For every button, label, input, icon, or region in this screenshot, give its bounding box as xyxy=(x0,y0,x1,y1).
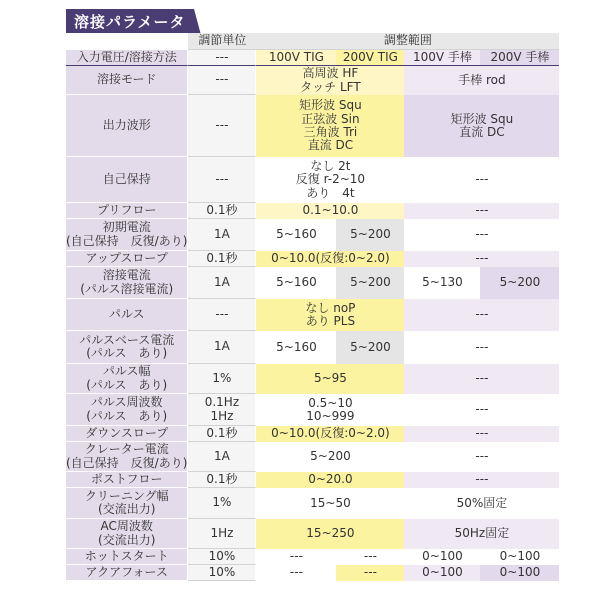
tig-cleaning-width: 15~50 xyxy=(256,488,404,519)
initial-current-100v-tig: 5~160 xyxy=(256,219,336,251)
stick-cleaning-width: 50%固定 xyxy=(404,488,559,519)
label-upslope: アップスロープ xyxy=(66,251,188,267)
row-preflow xyxy=(66,203,559,219)
stick-pulse-base: --- xyxy=(404,331,559,364)
unit-pulse: --- xyxy=(188,299,256,331)
unit-arc-force: 10% xyxy=(188,565,256,581)
input-method-unit: --- xyxy=(188,50,256,66)
initial-current-200v-tig: 5~200 xyxy=(336,219,404,251)
row-waveform xyxy=(66,95,559,157)
header-blank xyxy=(66,33,188,50)
label-ac-frequency xyxy=(66,519,188,549)
pulse-base-100v-tig: 5~160 xyxy=(256,331,336,364)
label-pulse-width-line: パルス幅 xyxy=(102,364,151,379)
tig-weld-mode-line: タッチ LFT xyxy=(300,79,361,94)
row-weld-mode xyxy=(66,66,559,95)
tig-weld-mode-line: 高周波 HF xyxy=(302,66,359,81)
row-cleaning-width xyxy=(66,488,559,519)
label-pulse-base-line: (パルス あり) xyxy=(86,346,168,360)
unit-preflow: 0.1秒 xyxy=(188,203,256,219)
label-weld-current-line: 溶接電流 xyxy=(102,268,151,283)
tig-self-hold-line: なし 2t xyxy=(310,158,351,173)
label-pulse-frequency xyxy=(66,394,188,426)
stick-postflow: --- xyxy=(404,472,559,488)
weld-current-100v-tig: 5~160 xyxy=(256,267,336,299)
row-arc-force xyxy=(66,565,559,581)
tig-weld-mode xyxy=(256,66,404,95)
label-weld-current xyxy=(66,267,188,299)
tig-self-hold-line: あり 4t xyxy=(306,185,355,200)
hot-start-100v-tig: --- xyxy=(256,549,336,565)
unit-pulse-width: 1% xyxy=(188,364,256,394)
stick-pulse-frequency: --- xyxy=(404,394,559,426)
unit-weld-mode: --- xyxy=(188,66,256,95)
label-ac-frequency-line: AC周波数 xyxy=(100,519,153,534)
label-pulse-base-line: パルスベース電流 xyxy=(79,332,175,347)
unit-pulse-frequency xyxy=(188,394,256,426)
label-crater-current-line: (自己保持 反復/あり) xyxy=(66,455,188,470)
row-pulse xyxy=(66,299,559,331)
label-pulse-base xyxy=(66,331,188,364)
unit-cleaning-width: 1% xyxy=(188,488,256,519)
weld-current-200v-stick: 5~200 xyxy=(480,267,559,299)
label-preflow: プリフロー xyxy=(66,203,188,219)
col-200v-tig: 200V TIG xyxy=(336,50,404,66)
input-method-label: 入力電圧/溶接方法 xyxy=(66,50,188,66)
stick-waveform-line: 矩形波 Squ xyxy=(450,111,514,126)
tig-downslope: 0~10.0(反復:0~2.0) xyxy=(256,426,404,442)
arc-force-200v-stick: 0~100 xyxy=(480,565,559,581)
unit-pulse-frequency-line: 1Hz xyxy=(210,408,234,423)
label-crater-current xyxy=(66,442,188,472)
unit-postflow: 0.1秒 xyxy=(188,472,256,488)
row-initial-current xyxy=(66,219,559,251)
label-weld-current-line: (パルス溶接電流) xyxy=(80,281,174,296)
label-waveform: 出力波形 xyxy=(66,95,188,157)
pulse-base-200v-tig: 5~200 xyxy=(336,331,404,364)
stick-pulse-width: --- xyxy=(404,364,559,394)
tig-waveform xyxy=(256,95,404,157)
stick-weld-mode: 手棒 rod xyxy=(404,66,559,95)
arc-force-100v-tig: --- xyxy=(256,565,336,581)
label-postflow: ポストフロー xyxy=(66,472,188,488)
tig-pulse-line: あり PLS xyxy=(305,314,356,328)
hot-start-200v-tig: --- xyxy=(336,549,404,565)
label-self-hold: 自己保持 xyxy=(66,157,188,203)
unit-upslope: 0.1秒 xyxy=(188,251,256,267)
input-method-row xyxy=(66,50,559,66)
label-hot-start: ホットスタート xyxy=(66,549,188,565)
tig-upslope: 0~10.0(反復:0~2.0) xyxy=(256,251,404,267)
stick-initial-current: --- xyxy=(404,219,559,251)
row-upslope xyxy=(66,251,559,267)
unit-downslope: 0.1秒 xyxy=(188,426,256,442)
label-initial-current xyxy=(66,219,188,251)
row-pulse-frequency xyxy=(66,394,559,426)
title-banner xyxy=(66,9,201,35)
stick-crater-current: --- xyxy=(404,442,559,472)
label-initial-current-line: 初期電流 xyxy=(102,220,151,235)
tig-pulse-line: なし noP xyxy=(305,300,356,315)
unit-ac-frequency: 1Hz xyxy=(188,519,256,549)
label-weld-mode: 溶接モード xyxy=(66,66,188,95)
arc-force-200v-tig: --- xyxy=(336,565,404,581)
row-weld-current xyxy=(66,267,559,299)
tig-pulse-frequency-line: 0.5~10 xyxy=(308,395,353,410)
tig-waveform-line: 矩形波 Squ xyxy=(299,98,362,113)
label-pulse-width xyxy=(66,364,188,394)
unit-pulse-frequency-line: 0.1Hz xyxy=(204,395,240,410)
header-row xyxy=(66,33,559,50)
tig-crater-current: 5~200 xyxy=(256,442,404,472)
label-downslope: ダウンスロープ xyxy=(66,426,188,442)
unit-waveform: --- xyxy=(188,95,256,157)
tig-self-hold xyxy=(256,157,404,203)
tig-preflow: 0.1~10.0 xyxy=(256,203,404,219)
label-pulse-frequency-line: パルス周波数 xyxy=(90,395,163,410)
header-range: 調整範囲 xyxy=(256,33,559,50)
label-pulse-width-line: (パルス あり) xyxy=(86,377,168,392)
row-hot-start xyxy=(66,549,559,565)
label-ac-frequency-line: (交流出力) xyxy=(98,532,156,547)
row-pulse-width xyxy=(66,364,559,394)
label-initial-current-line: (自己保持 反復/あり) xyxy=(66,233,188,248)
col-100v-tig: 100V TIG xyxy=(256,50,336,66)
stick-downslope: --- xyxy=(404,426,559,442)
header-unit: 調節単位 xyxy=(188,33,256,50)
stick-ac-frequency: 50Hz固定 xyxy=(404,519,559,549)
row-self-hold xyxy=(66,157,559,203)
unit-initial-current: 1A xyxy=(188,219,256,251)
tig-pulse-width: 5~95 xyxy=(256,364,404,394)
page-title: 溶接パラメータ xyxy=(74,13,186,31)
unit-crater-current: 1A xyxy=(188,442,256,472)
tig-waveform-line: 直流 DC xyxy=(307,138,354,153)
stick-self-hold: --- xyxy=(404,157,559,203)
label-pulse: パルス xyxy=(66,299,188,331)
label-cleaning-width-line: (交流出力) xyxy=(98,502,156,516)
weld-current-200v-tig: 5~200 xyxy=(336,267,404,299)
tig-pulse-frequency-line: 10~999 xyxy=(306,409,355,423)
parameter-table xyxy=(66,33,559,581)
label-cleaning-width xyxy=(66,488,188,519)
unit-weld-current: 1A xyxy=(188,267,256,299)
weld-current-100v-stick: 5~130 xyxy=(404,267,480,299)
tig-postflow: 0~20.0 xyxy=(256,472,404,488)
label-pulse-frequency-line: (パルス あり) xyxy=(86,408,168,423)
col-200v-stick: 200V 手棒 xyxy=(480,50,559,66)
row-ac-frequency xyxy=(66,519,559,549)
hot-start-100v-stick: 0~100 xyxy=(404,549,480,565)
tig-pulse xyxy=(256,299,404,331)
col-100v-stick: 100V 手棒 xyxy=(404,50,480,66)
tig-ac-frequency: 15~250 xyxy=(256,519,404,549)
label-crater-current-line: クレーター電流 xyxy=(84,442,169,457)
stick-waveform-line: 直流 DC xyxy=(459,125,505,139)
row-crater-current xyxy=(66,442,559,472)
stick-waveform xyxy=(404,95,559,157)
row-pulse-base xyxy=(66,331,559,364)
stick-upslope: --- xyxy=(404,251,559,267)
label-cleaning-width-line: クリーニング幅 xyxy=(84,488,169,503)
unit-hot-start: 10% xyxy=(188,549,256,565)
stick-preflow: --- xyxy=(404,203,559,219)
tig-waveform-line: 三角波 Tri xyxy=(303,125,358,139)
tig-self-hold-line: 反復 r-2~10 xyxy=(295,172,366,187)
label-arc-force: アクアフォース xyxy=(66,565,188,581)
stick-pulse: --- xyxy=(404,299,559,331)
unit-self-hold: --- xyxy=(188,157,256,203)
row-downslope xyxy=(66,426,559,442)
tig-waveform-line: 正弦波 Sin xyxy=(301,111,360,126)
tig-pulse-frequency xyxy=(256,394,404,426)
hot-start-200v-stick: 0~100 xyxy=(480,549,559,565)
arc-force-100v-stick: 0~100 xyxy=(404,565,480,581)
row-postflow xyxy=(66,472,559,488)
unit-pulse-base: 1A xyxy=(188,331,256,364)
